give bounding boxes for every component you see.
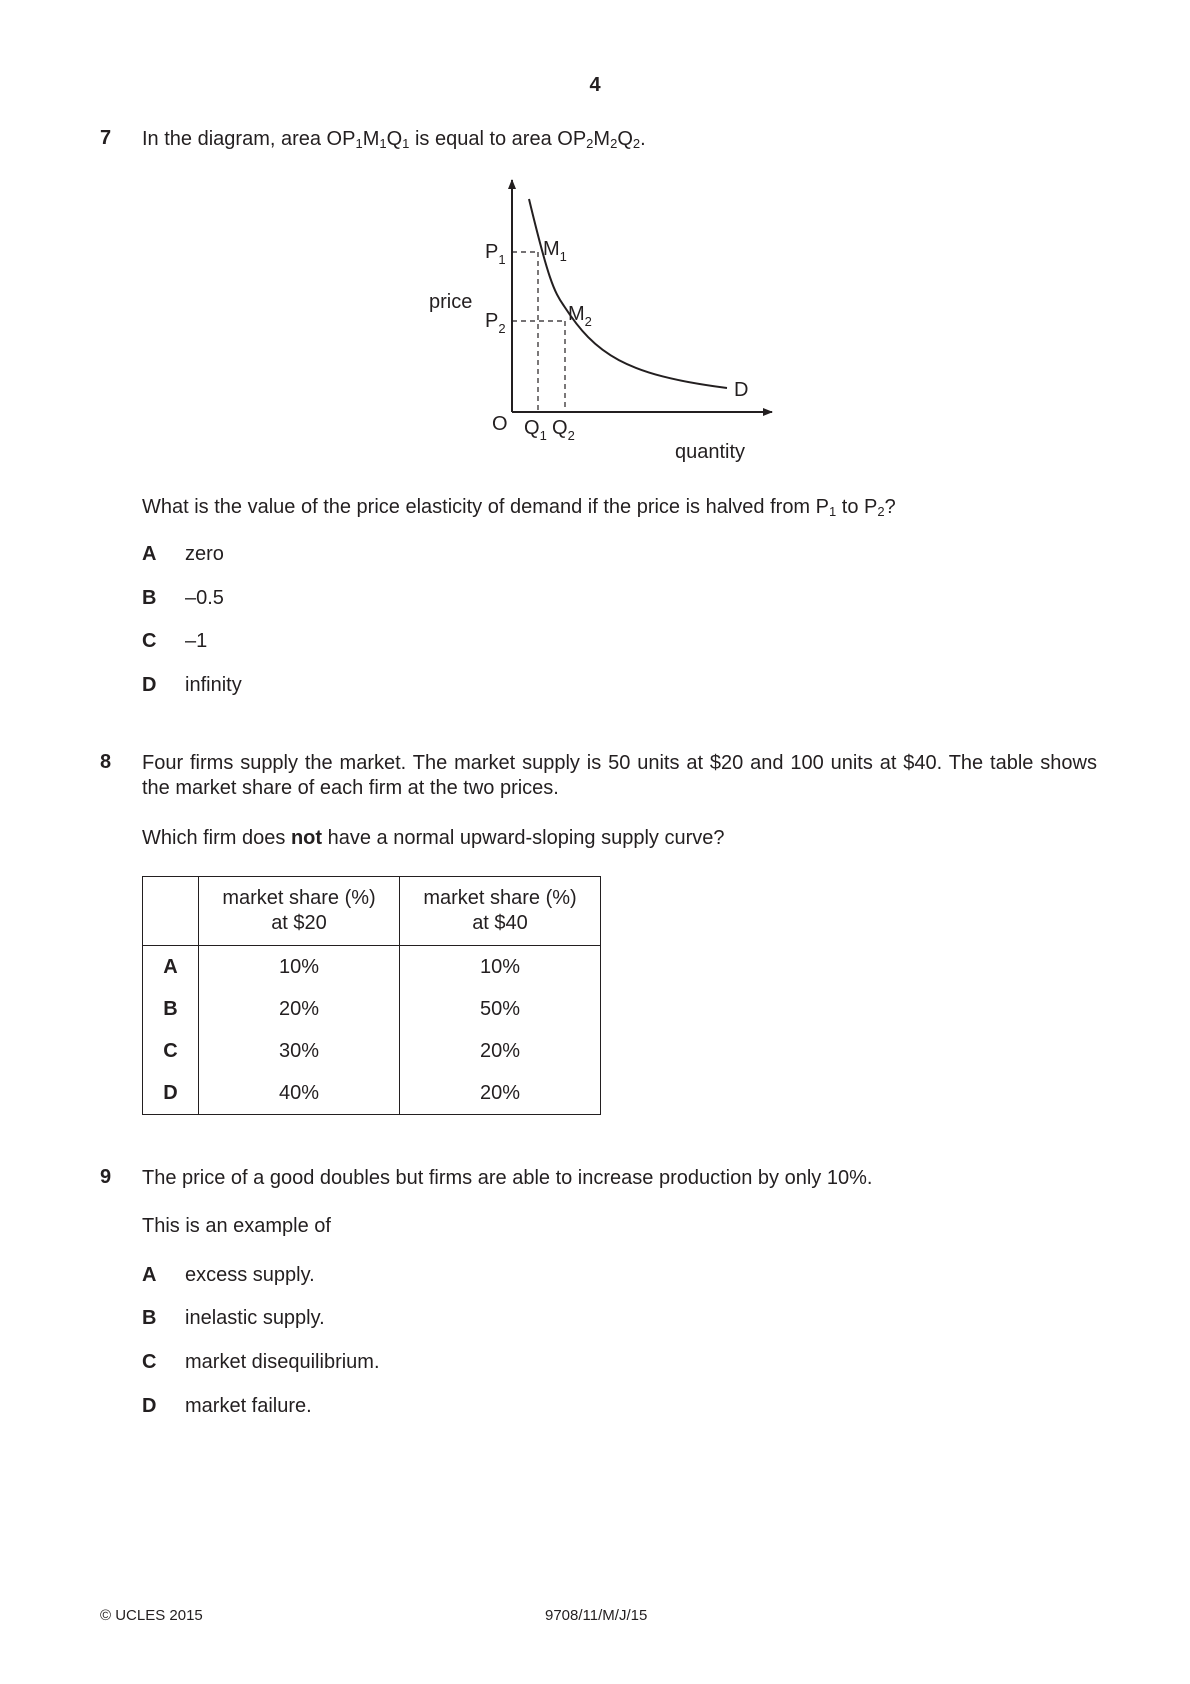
q9-option-a-letter: A xyxy=(142,1264,157,1286)
table-row-letter: D xyxy=(143,1072,199,1115)
q9-option-c-letter: C xyxy=(142,1351,157,1373)
table-header-at-20: market share (%) at $20 xyxy=(199,877,400,946)
table-cell-at-20: 20% xyxy=(199,988,400,1030)
m2-label: $M_2$ xyxy=(568,303,592,329)
q7-option-b-text: –0.5 xyxy=(185,587,224,609)
footer-paper-code: 9708/11/M/J/15 xyxy=(545,1607,648,1624)
table-cell-at-20: 40% xyxy=(199,1072,400,1115)
q7-option-d-text: infinity xyxy=(185,674,242,696)
q7-option-a-letter: A xyxy=(142,543,157,565)
p2-label: $P_2$ xyxy=(485,310,506,336)
question-8-prompt: Which firm does not have a normal upward-sloping supply curve? xyxy=(142,827,725,849)
q7-option-c-text: –1 xyxy=(185,630,208,652)
demand-label: D xyxy=(734,379,749,401)
table-row xyxy=(143,1030,601,1072)
q7-option-a-text: zero xyxy=(185,543,224,565)
q9-option-d-letter: D xyxy=(142,1395,157,1417)
q7-option-c-letter: C xyxy=(142,630,157,652)
q7-option-b-letter: B xyxy=(142,587,157,609)
table-cell-at-40: 20% xyxy=(400,1072,601,1115)
page-number: 4 xyxy=(589,74,601,96)
table-cell-at-20: 10% xyxy=(199,946,400,989)
origin-label: O xyxy=(492,413,508,435)
demand-curve-diagram xyxy=(400,168,800,468)
question-9-number: 9 xyxy=(100,1166,112,1188)
market-share-table xyxy=(142,876,601,1115)
question-8-number: 8 xyxy=(100,751,112,773)
table-row-letter: A xyxy=(143,946,199,989)
q9-option-d-text: market failure. xyxy=(185,1395,312,1417)
table-row xyxy=(143,988,601,1030)
q1-label: $Q_1$ xyxy=(524,417,547,443)
q9-option-c-text: market disequilibrium. xyxy=(185,1351,380,1373)
q2-label: $Q_2$ xyxy=(552,417,575,443)
table-header-at-40: market share (%) at $40 xyxy=(400,877,601,946)
table-cell-at-40: 20% xyxy=(400,1030,601,1072)
table-header-row xyxy=(143,877,601,946)
question-7-prompt: What is the value of the price elasticity of demand if the price is halved from $P_1$ to $P_2$? xyxy=(142,496,896,519)
table-row-letter: B xyxy=(143,988,199,1030)
footer-copyright: © UCLES 2015 xyxy=(100,1607,203,1624)
question-9-stem: The price of a good doubles but firms are able to increase production by only 10%. xyxy=(142,1167,873,1189)
table-row xyxy=(143,1072,601,1115)
table-cell-at-20: 30% xyxy=(199,1030,400,1072)
table-cell-at-40: 50% xyxy=(400,988,601,1030)
table-row xyxy=(143,946,601,989)
q7-option-d-letter: D xyxy=(142,674,157,696)
q9-option-b-letter: B xyxy=(142,1307,157,1329)
q9-option-b-text: inelastic supply. xyxy=(185,1307,325,1329)
price-axis-label: price xyxy=(429,291,473,313)
demand-curve xyxy=(529,199,727,388)
p1-label: $P_1$ xyxy=(485,241,506,267)
quantity-axis-label: quantity xyxy=(675,441,746,463)
table-cell-at-40: 10% xyxy=(400,946,601,989)
question-7-stem: In the diagram, area $OP_1M_1Q_1$ is equal to area $OP_2M_2Q_2$. xyxy=(142,128,646,151)
question-8-stem: Four firms supply the market. The market supply is 50 units at $20 and 100 units at $40. The table shows the market share of each firm at the two prices. xyxy=(142,752,1097,799)
question-7-number: 7 xyxy=(100,127,112,149)
q9-option-a-text: excess supply. xyxy=(185,1264,315,1286)
question-9-prompt: This is an example of xyxy=(142,1215,331,1237)
table-row-letter: C xyxy=(143,1030,199,1072)
m1-label: $M_1$ xyxy=(543,238,567,264)
table-header-blank xyxy=(143,877,199,946)
